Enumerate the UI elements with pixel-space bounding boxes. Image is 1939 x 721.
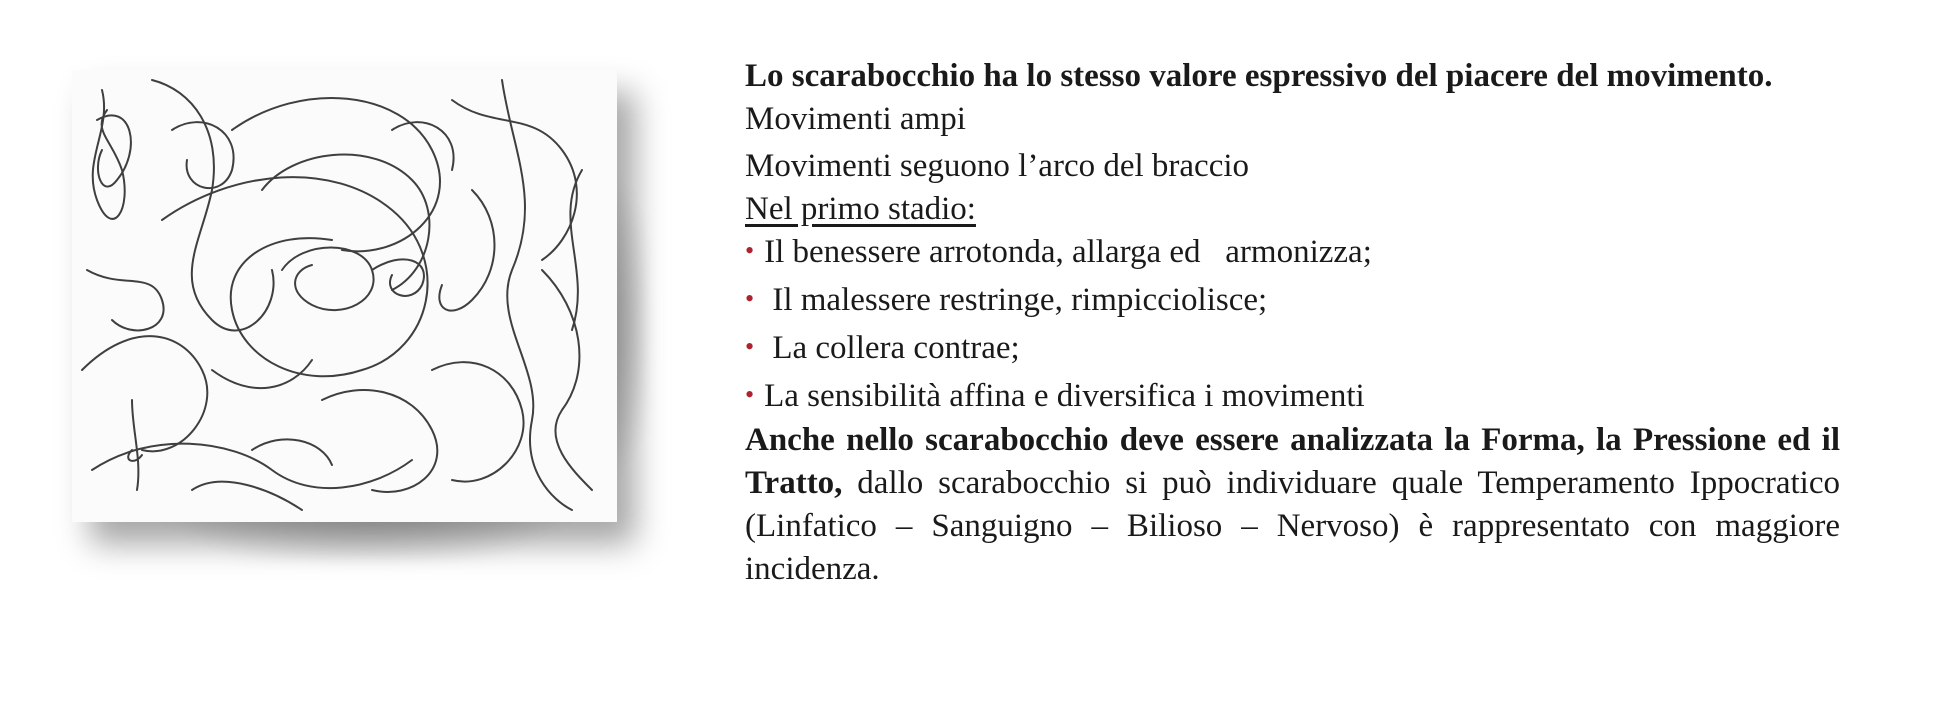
scribble-figure — [72, 70, 622, 530]
bullet-icon: • — [745, 284, 755, 313]
bullet-item — [745, 375, 1840, 419]
bullet-text: La collera contrae; — [772, 330, 1020, 366]
scribble-drawing-icon — [72, 70, 617, 522]
bullet-text: Il benessere arrotonda, allarga ed armonizza; — [764, 234, 1372, 270]
line-movimenti-ampi: Movimenti ampi — [745, 101, 966, 137]
bullet-text: Il malessere restringe, rimpicciolisce; — [772, 282, 1268, 318]
closing-bold: Anche nello scarabocchio deve essere analizzata la Forma, la Pressione ed il Tratto, — [745, 422, 1840, 501]
bullet-icon: • — [745, 236, 755, 265]
bullet-text: La sensibilità affina e diversifica i movimenti — [764, 378, 1365, 414]
closing-rest: dallo scarabocchio si può individuare quale Temperamento Ippocratico (Linfatico – Sanguigno – Bilioso – Nervoso) è rappresentato con maggiore incidenza. — [745, 465, 1840, 587]
bullet-icon: • — [745, 380, 755, 409]
bullet-item — [745, 231, 1840, 275]
heading: Lo scarabocchio ha lo stesso valore espressivo del piacere del movimento. — [745, 58, 1773, 94]
description-text — [745, 55, 1840, 591]
bullet-item — [745, 327, 1840, 371]
bullet-item — [745, 279, 1840, 323]
scribble-drawing — [72, 70, 617, 522]
line-movimenti-seguono: Movimenti seguono l’arco del braccio — [745, 148, 1250, 184]
closing-paragraph — [745, 419, 1840, 591]
bullet-icon: • — [745, 332, 755, 361]
subheading-primo-stadio: Nel primo stadio: — [745, 191, 976, 227]
